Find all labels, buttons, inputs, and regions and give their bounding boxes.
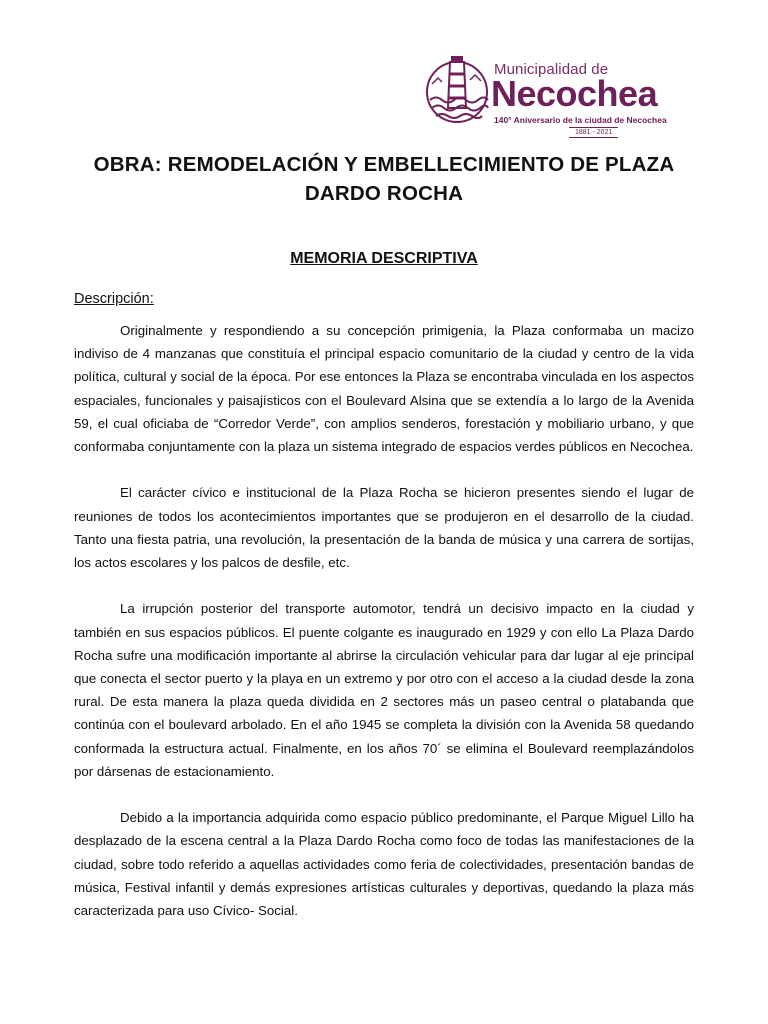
document-body [74,319,694,945]
paragraph: El carácter cívico e institucional de la Plaza Rocha se hicieron presentes siendo el lugar de reuniones de todos los acontecimientos importantes que se produjeron en el desarrollo de la ciudad. Tanto una fiesta patria, una revolución, la presentación de la banda de música y una carrera de sortijas, los actos escolares y los palcos de desfile, etc. [74,485,694,571]
lighthouse-emblem-icon [424,48,490,128]
logo-line-municipality: Municipalidad de [494,61,609,78]
section-label: Descripción: [74,291,154,307]
paragraph: La irrupción posterior del transporte automotor, tendrá un decisivo impacto en la ciudad y también en sus espacios públicos. El puente colgante es inaugurado en 1929 y con ello La Plaza Dardo Rocha sufre una modificación importante al abrirse la circulación vehicular para dar lugar al eje principal que conecta el sector puerto y la playa en un extremo y por otro con el acceso a la ciudad desde la zona rural. De esta manera la plaza queda dividida en 2 sectores más un paseo central o platabanda que continúa con el boulevard arbolado. En el año 1945 se completa la división con la Avenida 58 quedando conformada la estructura actual. Finalmente, en los años 70´ se elimina el Boulevard reemplazándolos por dársenas de estacionamiento. [74,601,694,779]
logo-years: 1881 - 2021 [569,127,618,138]
logo-city-name: Necochea [491,73,658,114]
municipality-logo [424,48,694,136]
paragraph: Debido a la importancia adquirida como espacio público predominante, el Parque Miguel Lillo ha desplazado de la escena central a la Plaza Dardo Rocha como foco de todas las manifestaciones de la ciudad, sobre todo referido a aquellas actividades como feria de colectividades, presentación bandas de música, Festival infantil y demás expresiones artísticas culturales y deportivas, quedando la plaza más caracterizada para uso Cívico- Social. [74,810,694,919]
document-subtitle: MEMORIA DESCRIPTIVA [290,250,478,267]
logo-anniversary: 140° Aniversario de la ciudad de Necochea [494,115,667,125]
paragraph: Originalmente y respondiendo a su concepción primigenia, la Plaza conformaba un macizo indiviso de 4 manzanas que constituía el principal espacio comunitario de la ciudad y centro de la vida política, cultural y social de la época. Por ese entonces la Plaza se encontraba vinculada en los aspectos espaciales, funcionales y paisajísticos con el Boulevard Alsina que se extendía a lo largo de la Avenida 59, el cual oficiaba de “Corredor Verde”, con amplios senderos, forestación y mobiliario urbano, y que conformaba conjuntamente con la plaza un sistema integrado de espacios verdes públicos en Necochea. [74,323,694,455]
document-title: OBRA: REMODELACIÓN Y EMBELLECIMIENTO DE PLAZA DARDO ROCHA [93,153,675,205]
